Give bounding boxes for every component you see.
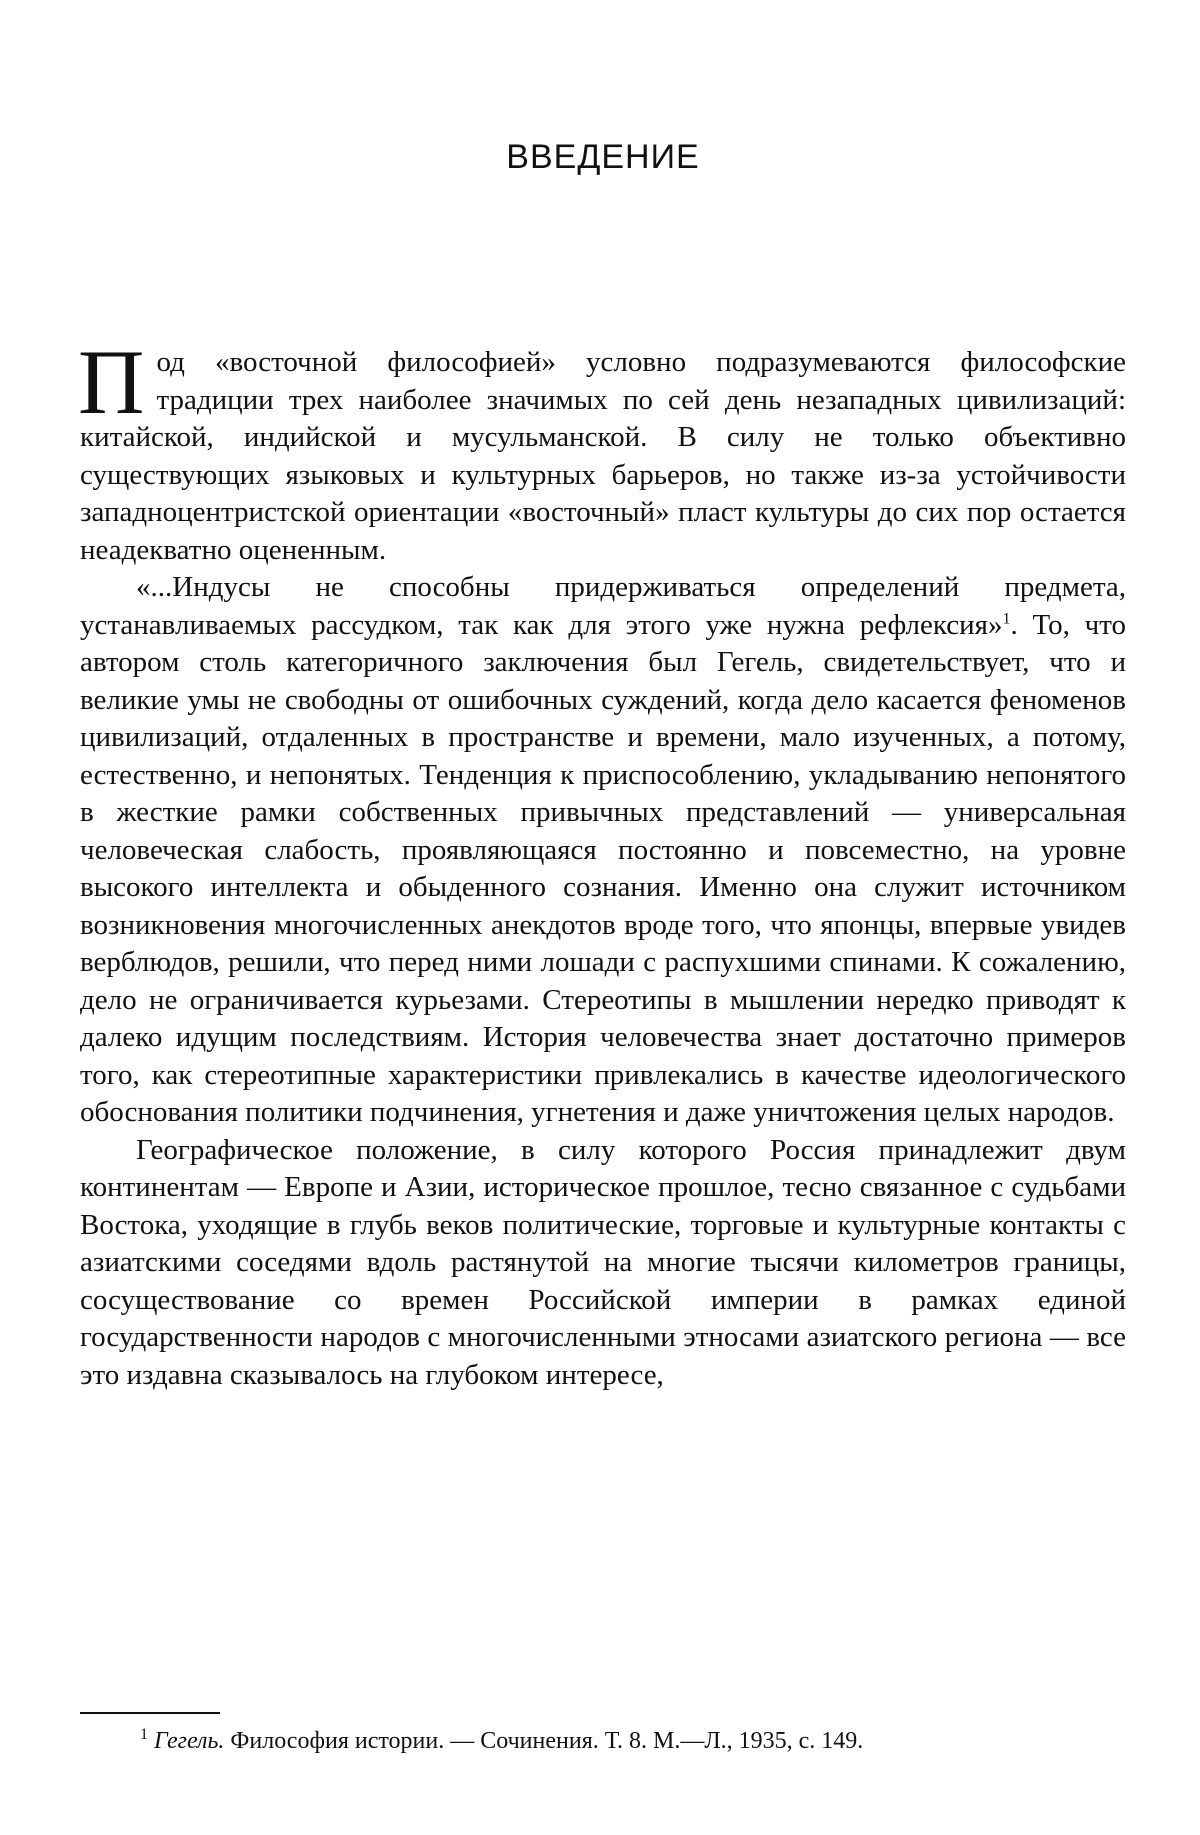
body-text xyxy=(78,331,1126,1394)
paragraph-1 xyxy=(78,331,1126,569)
paragraph-3 xyxy=(80,1132,1126,1395)
footnote-divider xyxy=(80,1712,220,1714)
drop-cap: П xyxy=(78,331,145,433)
footnote xyxy=(140,1726,1126,1756)
footnote-author: Гегель. xyxy=(154,1728,225,1754)
footnote-text: Философия истории. — Сочинения. Т. 8. М.—Л., 1935, с. 149. xyxy=(230,1728,864,1754)
paragraph-3-text: Географическое положение, в силу которого Россия принадлежит двум континентам — Европе и Азии, историческое прошлое, тесно связанное с судьбами Востока, уходящие в глубь веков политические, торговые и культурные контакты с азиатскими соседями вдоль растянутой на многие тысячи километров границы, сосуществование со времен Российской империи в рамках единой государственности народов с многочисленными этносами азиатского региона — все это издавна сказывалось на глубоком интересе, xyxy=(80,1133,1126,1391)
footnote-reference: 1 xyxy=(1002,609,1011,627)
paragraph-2-text: . То, что автором столь категоричного заключения был Гегель, свидетельствует, что и великие умы не свободны от ошибочных суждений, когда дело касается феноменов цивилизаций, отдаленных в пространстве и времени, мало изученных, а потому, естественно, и непонятых. Тенденция к приспособлению, укладыванию непонятого в жесткие рамки собственных привычных представлений — универсальная человеческая слабость, проявляющаяся постоянно и повсеместно, на уровне высокого интеллекта и обыденного сознания. Именно она служит источником возникновения многочисленных анекдотов вроде того, что японцы, впервые увидев верблюдов, решили, что перед ними лошади с распухшими спинами. К сожалению, дело не ограничивается курьезами. Стереотипы в мышлении нередко приводят к далеко идущим последствиям. История человечества знает достаточно примеров того, как стереотипные характеристики привлекались в качестве идеологического обоснования политики подчинения, угнетения и даже уничтожения целых народов. xyxy=(80,608,1126,1128)
paragraph-2-quote: «...Индусы не способны придерживаться определений предмета, устанавливаемых рассудком, так как для этого уже нужна рефлексия» xyxy=(80,571,1126,641)
footnote-mark: 1 xyxy=(140,1726,148,1743)
chapter-heading: ВВЕДЕНИЕ xyxy=(506,138,700,176)
paragraph-1-text: од «восточной философией» условно подразумеваются философские традиции трех наиболее значимых по сей день незападных цивилизаций: китайской, индийской и мусульманской. В силу не только объективно существующих языковых и культурных барьеров, но также из-за устойчивости западноцентристской ориентации «восточный» пласт культуры до сих пор остается неадекватно оцененным. xyxy=(80,346,1126,566)
book-page xyxy=(80,0,1126,1835)
paragraph-2 xyxy=(80,569,1126,1132)
